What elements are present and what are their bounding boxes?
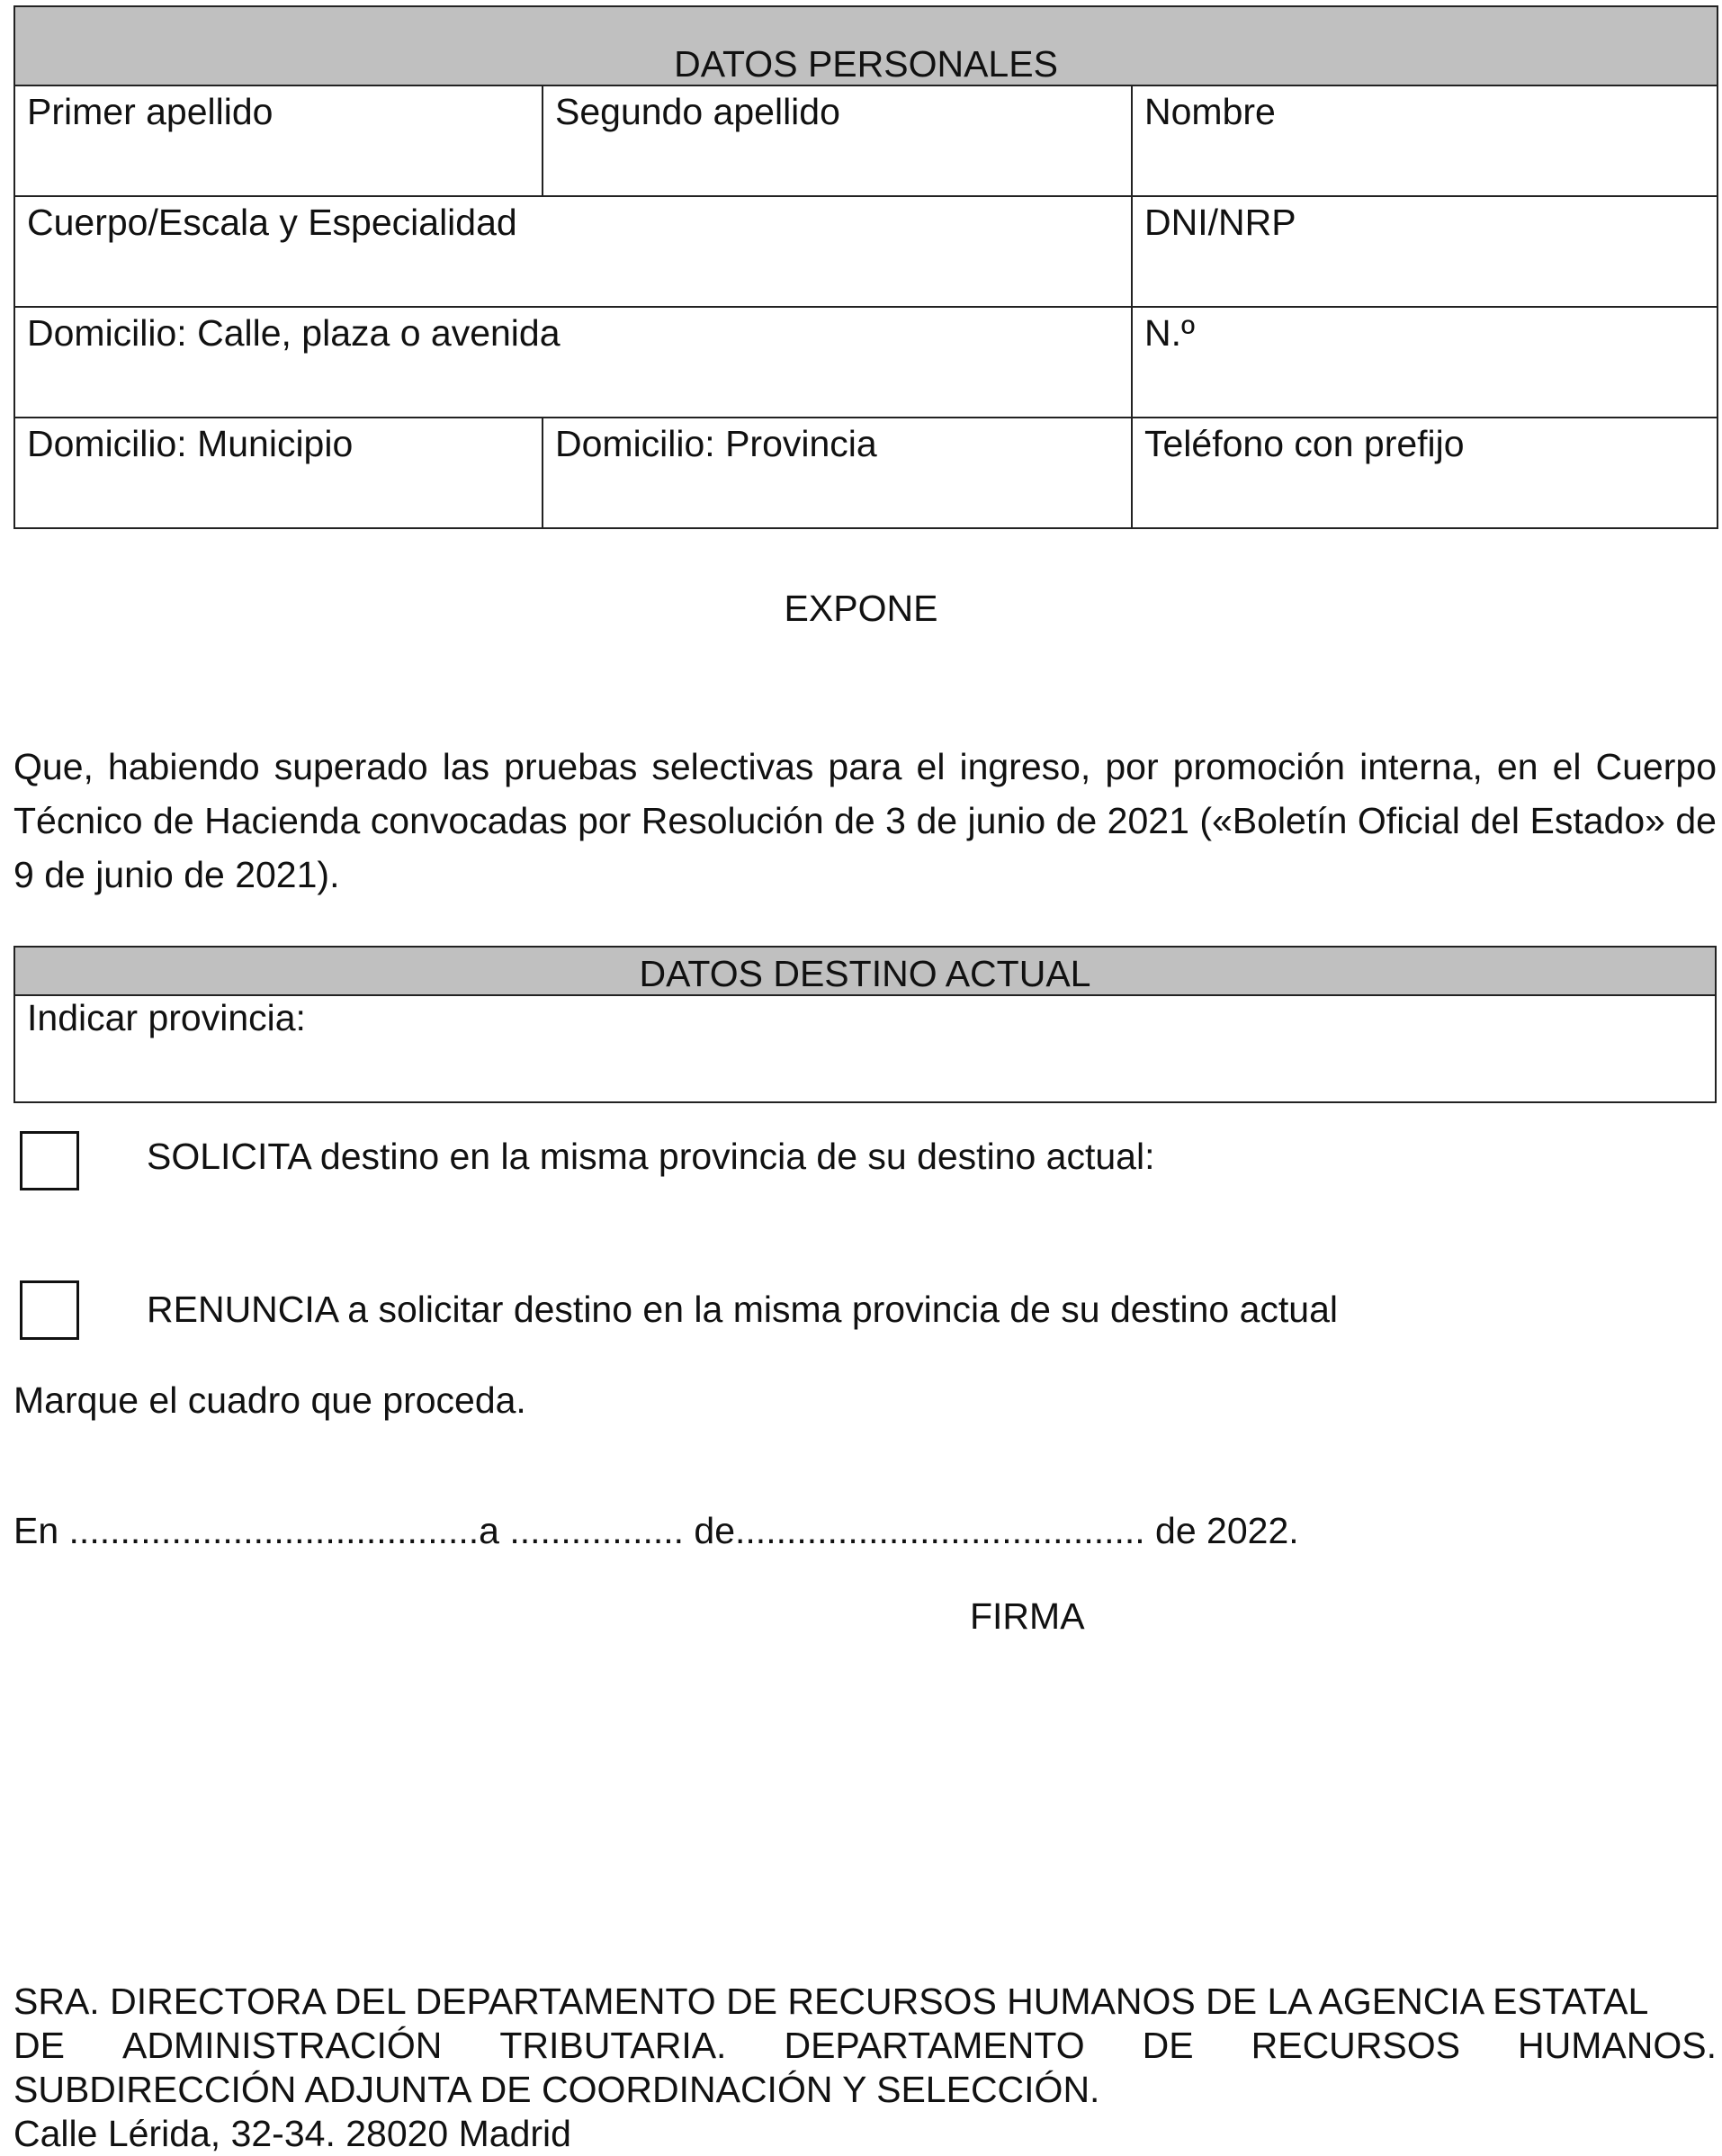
solicita-label: SOLICITA destino en la misma provincia de su destino actual: xyxy=(147,1136,1155,1177)
domicilio-calle-field[interactable]: Domicilio: Calle, plaza o avenida xyxy=(14,307,1132,418)
current-destination-header: DATOS DESTINO ACTUAL xyxy=(14,947,1716,995)
provincia-field[interactable]: Domicilio: Provincia xyxy=(543,418,1132,528)
addressee-line-1-text: SRA. DIRECTORA DEL DEPARTAMENTO DE RECURSOS HUMANOS DE LA AGENCIA ESTATAL xyxy=(13,1981,1649,2022)
expone-paragraph: Que, habiendo superado las pruebas selectivas para el ingreso, por promoción interna, en el Cuerpo Técnico de Hacienda convocadas por Resolución de 3 de junio de 2021 («Boletín Oficial del Estado» de 9 de junio de 2021). xyxy=(13,746,1717,895)
solicita-checkbox[interactable] xyxy=(20,1131,79,1190)
addressee-line-2-word: RECURSOS xyxy=(1251,2025,1460,2066)
personal-data-table xyxy=(13,5,1718,529)
addressee-line-2-word: ADMINISTRACIÓN xyxy=(121,2025,443,2066)
segundo-apellido-field[interactable]: Segundo apellido xyxy=(543,85,1132,196)
addressee-line-4: Calle Lérida, 32-34. 28020 Madrid xyxy=(13,2113,571,2154)
nombre-field[interactable]: Nombre xyxy=(1132,85,1718,196)
numero-field[interactable]: N.º xyxy=(1132,307,1718,418)
dni-nrp-field[interactable]: DNI/NRP xyxy=(1132,196,1718,307)
addressee-line-2 xyxy=(13,2024,1717,2068)
instruction-note: Marque el cuadro que proceda. xyxy=(13,1379,526,1421)
renuncia-label: RENUNCIA a solicitar destino en la misma provincia de su destino actual xyxy=(147,1289,1338,1330)
signature-label: FIRMA xyxy=(970,1595,1085,1637)
expone-title: EXPONE xyxy=(784,588,938,629)
addressee-block xyxy=(13,1980,1717,2156)
place-date-line[interactable]: En ........................................a ................. de........................................ de 2022. xyxy=(13,1510,1299,1551)
municipio-field[interactable]: Domicilio: Municipio xyxy=(14,418,543,528)
addressee-line-2-word: DEPARTAMENTO xyxy=(784,2025,1085,2066)
addressee-line-2-word: DE xyxy=(13,2025,65,2066)
cuerpo-escala-field[interactable]: Cuerpo/Escala y Especialidad xyxy=(14,196,1132,307)
current-destination-table xyxy=(13,946,1717,1103)
addressee-line-2-word: TRIBUTARIA. xyxy=(499,2025,727,2066)
addressee-line-3: SUBDIRECCIÓN ADJUNTA DE COORDINACIÓN Y SELECCIÓN. xyxy=(13,2069,1100,2110)
primer-apellido-field[interactable]: Primer apellido xyxy=(14,85,543,196)
personal-data-header: DATOS PERSONALES xyxy=(14,6,1718,85)
telefono-field[interactable]: Teléfono con prefijo xyxy=(1132,418,1718,528)
indicar-provincia-field[interactable]: Indicar provincia: xyxy=(14,995,1716,1102)
addressee-line-2-word: HUMANOS. xyxy=(1518,2025,1717,2066)
addressee-line-1 xyxy=(13,1980,1717,2024)
addressee-line-2-word: DE xyxy=(1142,2025,1194,2066)
renuncia-checkbox[interactable] xyxy=(20,1280,79,1340)
